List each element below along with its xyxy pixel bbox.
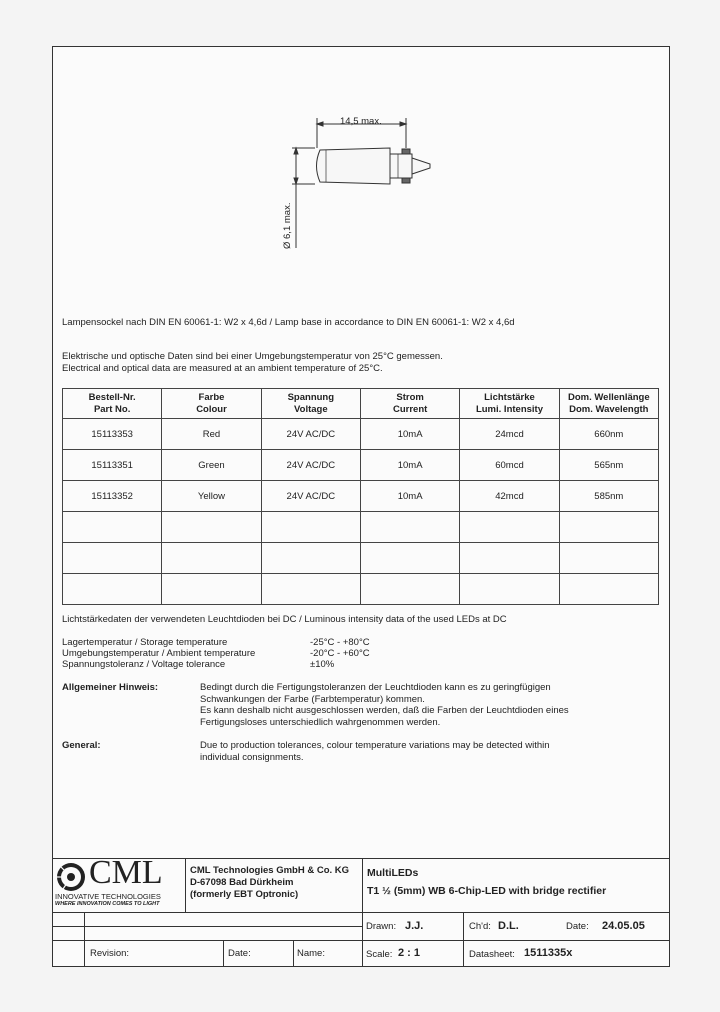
cell-intensity: 24mcd: [460, 419, 559, 450]
logo-tagline: WHERE INNOVATION COMES TO LIGHT: [55, 901, 160, 907]
product-line1: MultiLEDs: [367, 867, 419, 879]
drawn-value: J.J.: [405, 920, 424, 932]
cell-colour: Yellow: [162, 481, 261, 512]
header-wavelength: Dom. Wellenlänge Dom. Wavelength: [559, 389, 658, 419]
spec-table: [62, 388, 659, 605]
logo-text: CML: [89, 854, 163, 891]
rating-value: ±10%: [310, 659, 335, 670]
datasheet-value: 1511335x: [524, 947, 573, 959]
general-en-line: Due to production tolerances, colour temperature variations may be detected within: [200, 740, 550, 751]
rating-value: -25°C - +80°C: [310, 637, 370, 648]
table-row-empty: [63, 574, 659, 605]
company-former: (formerly EBT Optronic): [190, 889, 299, 900]
cell-voltage: 24V AC/DC: [261, 481, 360, 512]
rating-value: -20°C - +60°C: [310, 648, 370, 659]
header-current: Strom Current: [360, 389, 459, 419]
general-en-label: General:: [62, 740, 101, 751]
table-row: [63, 481, 659, 512]
luminous-note: Lichtstärkedaten der verwendeten Leuchtdioden bei DC / Luminous intensity data of the used LEDs at DC: [62, 614, 507, 625]
chkd-label: Ch'd:: [469, 921, 491, 932]
company-name: CML Technologies GmbH & Co. KG: [190, 865, 350, 876]
cell-wavelength: 660nm: [559, 419, 658, 450]
chkd-value: D.L.: [498, 920, 519, 932]
cell-intensity: 60mcd: [460, 450, 559, 481]
cell-intensity: 42mcd: [460, 481, 559, 512]
table-row-empty: [63, 543, 659, 574]
cell-colour: Green: [162, 450, 261, 481]
general-de-line: Fertigungsloses unterschiedlich wahrgenommen werden.: [200, 717, 441, 728]
header-colour: Farbe Colour: [162, 389, 261, 419]
product-line2: T1 ½ (5mm) WB 6-Chip-LED with bridge rectifier: [367, 885, 607, 897]
general-de-label: Allgemeiner Hinweis:: [62, 682, 159, 693]
cml-logo: [55, 854, 173, 909]
cell-wavelength: 585nm: [559, 481, 658, 512]
cell-current: 10mA: [360, 419, 459, 450]
dim-width-label: 14,5 max.: [340, 116, 382, 127]
cell-voltage: 24V AC/DC: [261, 450, 360, 481]
cell-part-no: 15113352: [63, 481, 162, 512]
header-part-no: Bestell-Nr. Part No.: [63, 389, 162, 419]
ambient-note-en: Electrical and optical data are measured at an ambient temperature of 25°C.: [62, 363, 383, 374]
scale-value: 2 : 1: [398, 947, 421, 959]
name-label: Name:: [297, 948, 325, 959]
general-de-line: Bedingt durch die Fertigungstoleranzen der Leuchtdioden kann es zu geringfügigen: [200, 682, 551, 693]
table-row-empty: [63, 512, 659, 543]
logo-sub: INNOVATIVE TECHNOLOGIES: [55, 892, 161, 901]
datasheet-label: Datasheet:: [469, 949, 515, 960]
rev-date-label: Date:: [228, 948, 251, 959]
date-label: Date:: [566, 921, 589, 932]
company-address: D-67098 Bad Dürkheim: [190, 877, 294, 888]
lamp-drawing: [280, 108, 460, 256]
ambient-note-de: Elektrische und optische Daten sind bei einer Umgebungstemperatur von 25°C gemessen.: [62, 351, 443, 362]
rating-label: Umgebungstemperatur / Ambient temperature: [62, 648, 256, 659]
revision-label: Revision:: [90, 948, 130, 959]
header-voltage: Spannung Voltage: [261, 389, 360, 419]
drawn-label: Drawn:: [366, 921, 397, 932]
dim-diameter-label: Ø 6,1 max.: [282, 202, 293, 249]
general-en-line: individual consignments.: [200, 752, 304, 763]
cell-colour: Red: [162, 419, 261, 450]
general-de-line: Es kann deshalb nicht ausgeschlossen werden, daß die Farben der Leuchtdioden eines: [200, 705, 569, 716]
table-row: [63, 419, 659, 450]
table-header-row: [63, 389, 659, 419]
cell-voltage: 24V AC/DC: [261, 419, 360, 450]
rating-label: Lagertemperatur / Storage temperature: [62, 637, 228, 648]
date-value: 24.05.05: [602, 920, 645, 932]
table-row: [63, 450, 659, 481]
scale-label: Scale:: [366, 949, 393, 960]
cell-current: 10mA: [360, 450, 459, 481]
cell-wavelength: 565nm: [559, 450, 658, 481]
lamp-base-note: Lampensockel nach DIN EN 60061-1: W2 x 4,6d / Lamp base in accordance to DIN EN 60061-1: W2 x 4,6d: [62, 317, 515, 328]
cell-part-no: 15113351: [63, 450, 162, 481]
general-de-line: Schwankungen der Farbe (Farbtemperatur) kommen.: [200, 694, 425, 705]
header-intensity: Lichtstärke Lumi. Intensity: [460, 389, 559, 419]
cell-part-no: 15113353: [63, 419, 162, 450]
rating-label: Spannungstoleranz / Voltage tolerance: [62, 659, 226, 670]
cell-current: 10mA: [360, 481, 459, 512]
